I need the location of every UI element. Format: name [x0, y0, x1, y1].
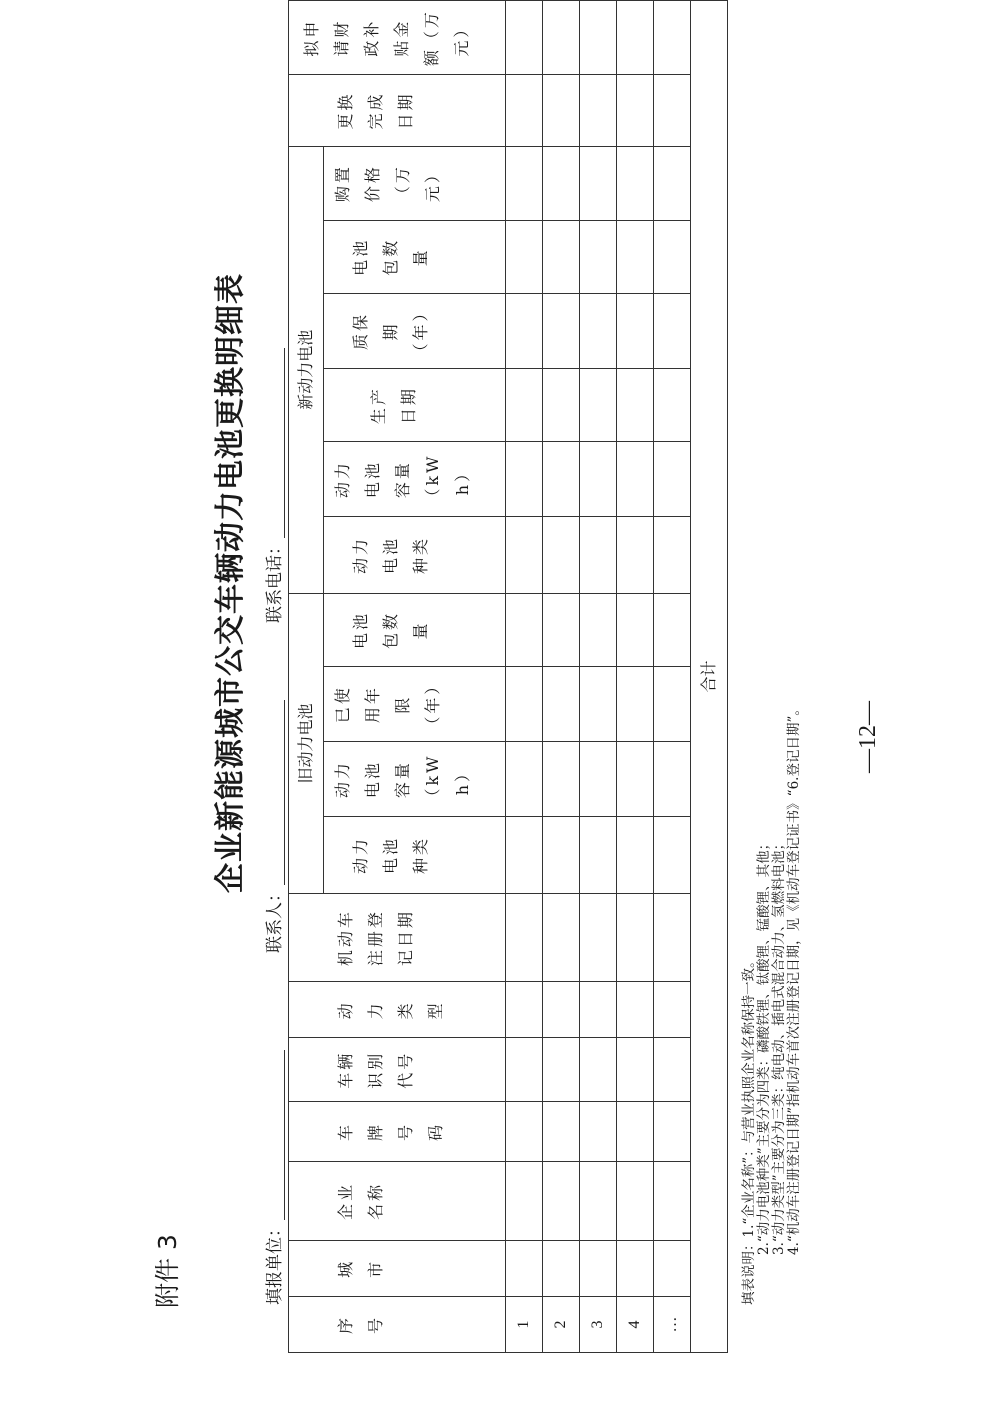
table-cell[interactable]: [654, 1038, 691, 1102]
table-cell[interactable]: [506, 816, 543, 893]
table-cell[interactable]: [543, 816, 580, 893]
table-cell[interactable]: [506, 146, 543, 220]
table-cell[interactable]: [506, 1240, 543, 1296]
table-cell[interactable]: [580, 1, 617, 75]
header-subsidy-amount: 拟申 请财 政补 贴金 额（万 元）: [289, 1, 506, 75]
total-row: [691, 1, 728, 1353]
table-cell[interactable]: [506, 893, 543, 981]
table-cell[interactable]: [654, 368, 691, 441]
table-cell[interactable]: [506, 442, 543, 517]
table-cell[interactable]: [654, 220, 691, 293]
table-row: [617, 1, 654, 1353]
table-row: [543, 1, 580, 1353]
table-cell[interactable]: [617, 75, 654, 146]
header-registration-date: 机动车 注册登 记日期: [289, 893, 506, 981]
table-cell[interactable]: [580, 1161, 617, 1240]
table-cell[interactable]: [543, 1038, 580, 1102]
table-cell[interactable]: [506, 368, 543, 441]
table-row: [654, 1, 691, 1353]
header-vin: 车辆 识别 代号: [289, 1038, 506, 1102]
table-cell[interactable]: [543, 442, 580, 517]
note-item: 2.“动力电池种类”主要分为四类：磷酸铁锂、钛酸锂、锰酸锂、其他；: [756, 836, 772, 1255]
table-cell[interactable]: [617, 893, 654, 981]
row-index: 4: [617, 1296, 654, 1352]
header-power-type: 动 力 类 型: [289, 982, 506, 1038]
header-new-capacity: 动力 电池 容量 （kW h）: [324, 442, 506, 517]
notes-intro: 填表说明：: [741, 1237, 757, 1305]
table-cell[interactable]: [543, 516, 580, 593]
header-old-battery-group: 旧动力电池: [289, 593, 324, 893]
reporting-unit-field: [260, 1050, 285, 1305]
table-cell[interactable]: [580, 742, 617, 817]
table-cell[interactable]: [654, 1240, 691, 1296]
table-cell[interactable]: [654, 742, 691, 817]
table-cell[interactable]: [580, 1102, 617, 1162]
table-cell[interactable]: [580, 667, 617, 742]
table-cell[interactable]: [617, 816, 654, 893]
row-index: 2: [543, 1296, 580, 1352]
note-item: 3.“动力类型”主要分为三类：纯电动、插电式混合动力、氢燃料电池；: [771, 836, 787, 1255]
note-item: 1.“企业名称”：与营业执照企业名称保持一致。: [741, 954, 757, 1238]
table-cell[interactable]: [506, 667, 543, 742]
table-cell[interactable]: [654, 893, 691, 981]
total-label: 合计: [691, 1, 728, 1353]
contact-phone-field: [260, 348, 285, 623]
table-cell[interactable]: [617, 742, 654, 817]
table-cell[interactable]: [617, 982, 654, 1038]
contact-phone-label: 联系电话：: [265, 538, 285, 623]
table-cell[interactable]: [506, 1102, 543, 1162]
header-new-battery-group: 新动力电池: [289, 146, 324, 593]
header-old-years: 已使 用年 限 （年）: [324, 667, 506, 742]
contact-person-blank[interactable]: [264, 700, 285, 885]
table-cell[interactable]: [543, 220, 580, 293]
table-cell[interactable]: [654, 982, 691, 1038]
table-cell[interactable]: [580, 893, 617, 981]
table-cell[interactable]: [543, 293, 580, 368]
row-index: 3: [580, 1296, 617, 1352]
header-new-packs: 电池 包数 量: [324, 220, 506, 293]
table-cell[interactable]: [654, 593, 691, 666]
table-cell[interactable]: [617, 1161, 654, 1240]
table-cell[interactable]: [543, 368, 580, 441]
header-new-production-date: 生产 日期: [324, 368, 506, 441]
row-index: 1: [506, 1296, 543, 1352]
table-cell[interactable]: [506, 1038, 543, 1102]
header-seq: 序 号: [289, 1296, 506, 1352]
table-cell[interactable]: [654, 516, 691, 593]
table-cell[interactable]: [654, 816, 691, 893]
table-cell[interactable]: [654, 1161, 691, 1240]
table-cell[interactable]: [543, 593, 580, 666]
note-line: [742, 702, 757, 1305]
header-new-warranty: 质保 期 （年）: [324, 293, 506, 368]
table-cell[interactable]: [654, 146, 691, 220]
table-cell[interactable]: [654, 1, 691, 75]
reporting-unit-blank[interactable]: [264, 1050, 285, 1220]
table-cell[interactable]: [617, 1038, 654, 1102]
contact-phone-blank[interactable]: [264, 348, 285, 538]
table-cell[interactable]: [654, 442, 691, 517]
table-cell[interactable]: [580, 442, 617, 517]
table-cell[interactable]: [617, 368, 654, 441]
table-cell[interactable]: [580, 516, 617, 593]
header-old-type: 动力 电池 种类: [324, 816, 506, 893]
contact-person-field: [260, 700, 285, 953]
table-cell[interactable]: [654, 293, 691, 368]
table-cell[interactable]: [580, 220, 617, 293]
header-plate-number: 车 牌 号 码: [289, 1102, 506, 1162]
battery-replacement-table: [288, 0, 728, 1353]
table-row: [580, 1, 617, 1353]
table-cell[interactable]: [543, 1161, 580, 1240]
filling-notes: [742, 702, 802, 1305]
table-cell[interactable]: [506, 742, 543, 817]
table-cell[interactable]: [506, 516, 543, 593]
table-cell[interactable]: [543, 1240, 580, 1296]
page-number: —12—: [855, 701, 881, 773]
table-cell[interactable]: [617, 516, 654, 593]
header-new-type: 动力 电池 种类: [324, 516, 506, 593]
table-cell[interactable]: [543, 742, 580, 817]
table-cell[interactable]: [506, 293, 543, 368]
table-cell[interactable]: [543, 146, 580, 220]
table-cell[interactable]: [617, 593, 654, 666]
page-title: 企业新能源城市公交车辆动力电池更换明细表: [213, 273, 248, 893]
attachment-label: 附件 3: [153, 1234, 182, 1308]
reporting-unit-label: 填报单位：: [265, 1220, 285, 1305]
table-cell[interactable]: [580, 368, 617, 441]
table-cell[interactable]: [580, 1240, 617, 1296]
table-cell[interactable]: [580, 593, 617, 666]
table-cell[interactable]: [617, 1, 654, 75]
table-cell[interactable]: [617, 667, 654, 742]
table-cell[interactable]: [617, 293, 654, 368]
table-cell[interactable]: [543, 75, 580, 146]
header-old-capacity: 动力 电池 容量 （kW h）: [324, 742, 506, 817]
header-old-packs: 电池 包数 量: [324, 593, 506, 666]
table-cell[interactable]: [506, 220, 543, 293]
table-cell[interactable]: [506, 1, 543, 75]
table-cell[interactable]: [506, 75, 543, 146]
table-cell[interactable]: [617, 220, 654, 293]
table-cell[interactable]: [580, 293, 617, 368]
table-cell[interactable]: [580, 816, 617, 893]
table-cell[interactable]: [617, 442, 654, 517]
table-cell[interactable]: [580, 1038, 617, 1102]
table-cell[interactable]: [654, 1102, 691, 1162]
row-index: …: [654, 1296, 691, 1352]
header-company-name: 企业 名称: [289, 1161, 506, 1240]
table-cell[interactable]: [543, 982, 580, 1038]
table-cell[interactable]: [580, 146, 617, 220]
table-cell[interactable]: [543, 1102, 580, 1162]
table-cell[interactable]: [617, 1240, 654, 1296]
table-cell[interactable]: [617, 146, 654, 220]
table-cell[interactable]: [580, 982, 617, 1038]
header-city: 城 市: [289, 1240, 506, 1296]
note-item: 4.“机动车注册登记日期”指机动车首次注册登记日期，见《机动车登记证书》“6.登记日期”。: [786, 702, 802, 1255]
table-cell[interactable]: [543, 1, 580, 75]
header-replacement-date: 更换 完成 日期: [289, 75, 506, 146]
table-cell[interactable]: [543, 893, 580, 981]
table-row: [506, 1, 543, 1353]
table-cell[interactable]: [506, 1161, 543, 1240]
table-cell[interactable]: [654, 75, 691, 146]
table-cell[interactable]: [506, 593, 543, 666]
table-cell[interactable]: [506, 982, 543, 1038]
table-cell[interactable]: [654, 667, 691, 742]
table-cell[interactable]: [617, 1102, 654, 1162]
contact-person-label: 联系人：: [265, 885, 285, 953]
table-cell[interactable]: [580, 75, 617, 146]
header-new-price: 购置 价格 （万 元）: [324, 146, 506, 220]
table-cell[interactable]: [543, 667, 580, 742]
